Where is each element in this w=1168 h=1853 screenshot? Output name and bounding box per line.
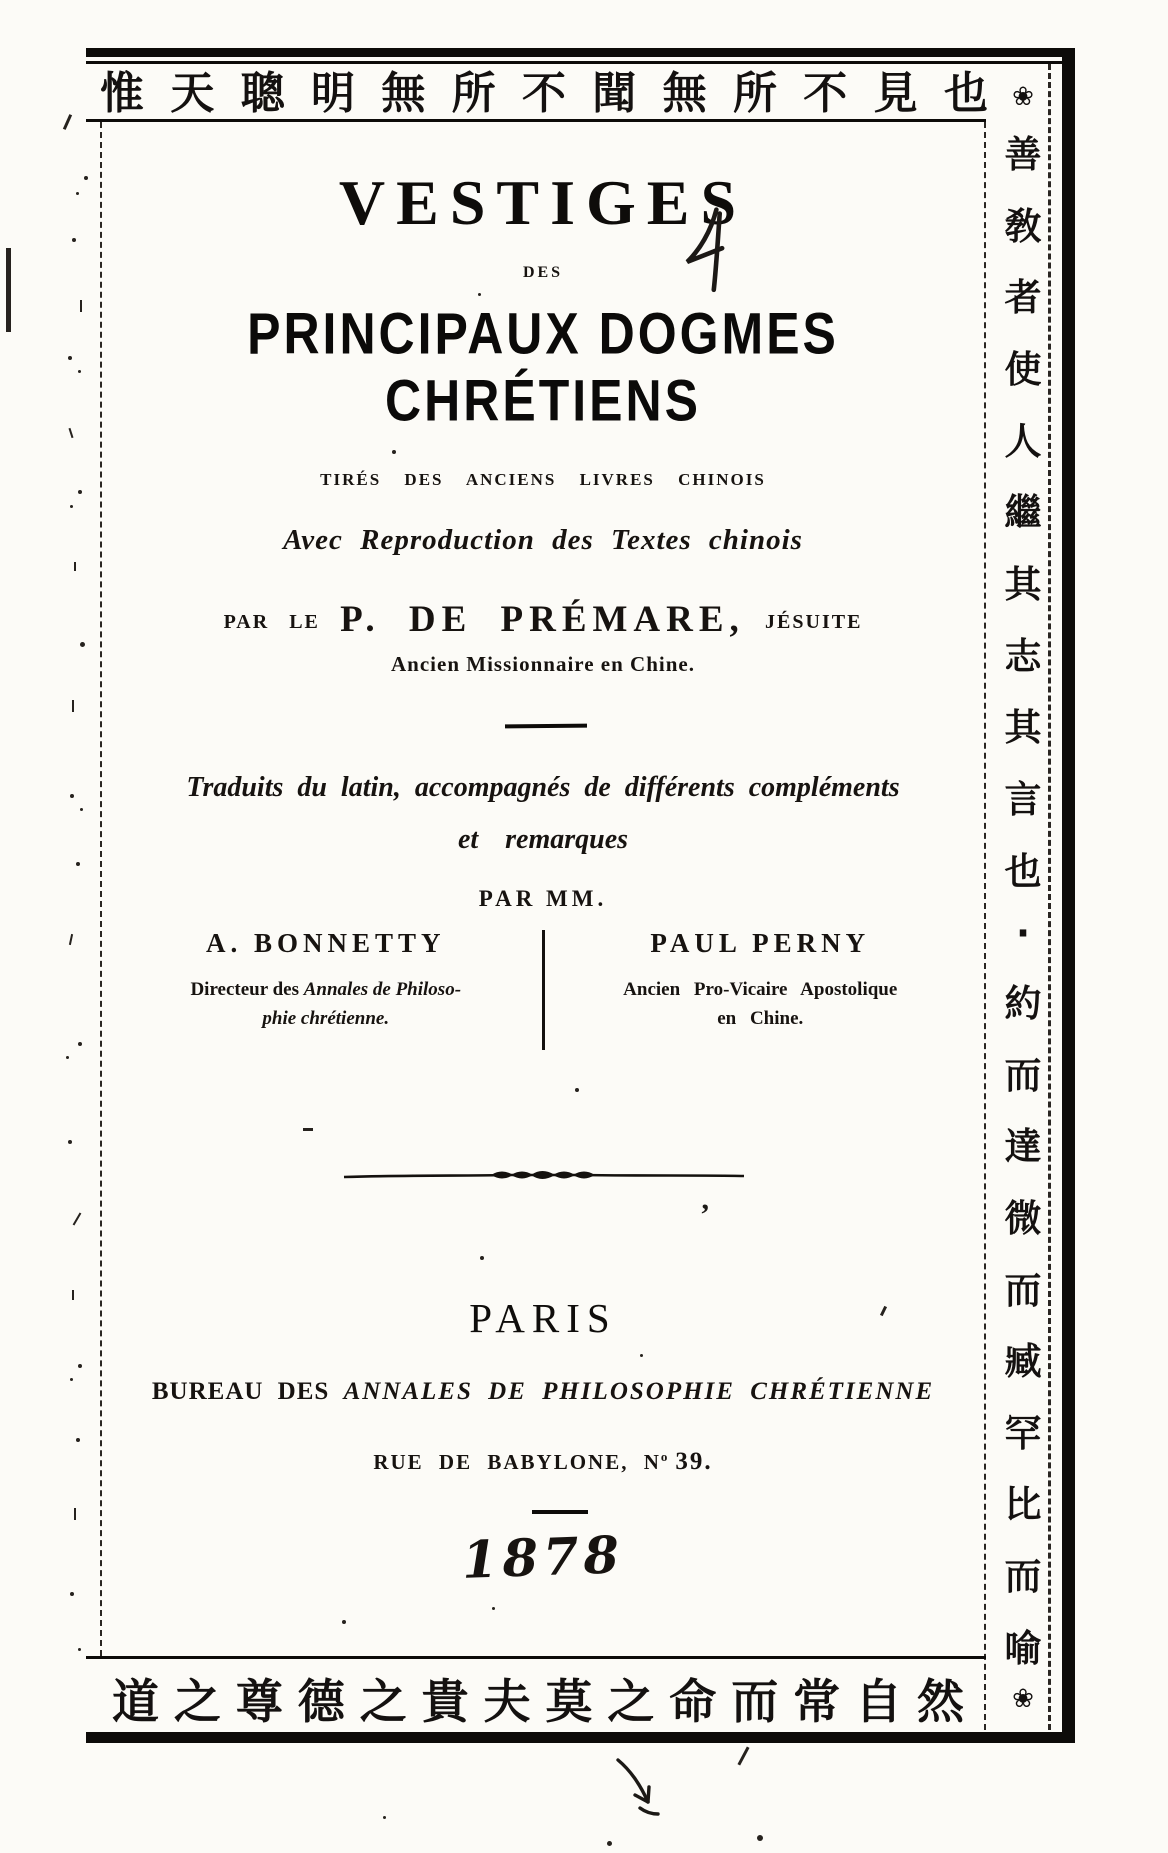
origin-line: TIRÉS DES ANCIENS LIVRES CHINOIS bbox=[320, 470, 766, 489]
cjk-character: 不 bbox=[803, 68, 848, 119]
scan-artifact bbox=[73, 1212, 82, 1225]
cjk-character: 其 bbox=[1004, 706, 1042, 750]
cjk-character: 無 bbox=[381, 68, 426, 119]
scan-artifact bbox=[72, 700, 74, 712]
cjk-character: 自 bbox=[855, 1674, 903, 1730]
cjk-character: 之 bbox=[607, 1674, 655, 1730]
cjk-character: 者 bbox=[1004, 276, 1042, 320]
scan-artifact bbox=[70, 794, 74, 798]
cjk-character: 德 bbox=[297, 1674, 345, 1730]
scan-artifact bbox=[78, 1364, 82, 1368]
cjk-character: 比 bbox=[1004, 1483, 1042, 1527]
scan-artifact bbox=[342, 1620, 346, 1624]
right-chinese-column bbox=[994, 84, 1052, 1712]
cjk-character: 夫 bbox=[483, 1674, 531, 1730]
scan-artifact bbox=[383, 1816, 386, 1819]
imprint-year: 1878 bbox=[461, 1525, 625, 1591]
footer-overline bbox=[86, 1656, 986, 1659]
scan-artifact bbox=[78, 490, 82, 494]
scan-artifact bbox=[76, 862, 80, 866]
cjk-character: 志 bbox=[1004, 634, 1042, 678]
address-number: 39. bbox=[675, 1448, 713, 1475]
scan-artifact bbox=[69, 934, 73, 945]
scan-artifact bbox=[78, 1648, 81, 1651]
cjk-character: 也 bbox=[943, 68, 988, 119]
scan-artifact bbox=[478, 293, 481, 296]
scan-artifact bbox=[492, 1607, 495, 1610]
cjk-character: 罕 bbox=[1004, 1411, 1042, 1455]
cjk-character: 常 bbox=[793, 1674, 841, 1730]
separator-dash bbox=[532, 1510, 588, 1514]
ornament-rule bbox=[342, 1166, 746, 1184]
cjk-character: 微 bbox=[1004, 1196, 1042, 1240]
scan-artifact bbox=[757, 1835, 763, 1841]
handwritten-mark bbox=[673, 202, 749, 299]
address-main: RUE DE BABYLONE, N bbox=[373, 1450, 661, 1474]
translation-line-1: Traduits du latin, accompagnés de différents compléments bbox=[186, 772, 900, 803]
scan-artifact bbox=[70, 505, 73, 508]
scan-artifact bbox=[80, 808, 83, 811]
translator-left bbox=[110, 928, 542, 1050]
scan-artifact bbox=[68, 1140, 72, 1144]
cjk-character: 而 bbox=[1004, 1555, 1042, 1599]
cjk-character: 繼 bbox=[1004, 491, 1042, 535]
right-border-thick bbox=[1062, 48, 1075, 1743]
scan-artifact bbox=[6, 248, 11, 332]
pencil-scribble bbox=[610, 1756, 670, 1822]
scan-artifact bbox=[74, 1508, 76, 1520]
imprint-address bbox=[102, 1448, 984, 1476]
cjk-character: 約 bbox=[1004, 981, 1042, 1025]
cjk-character: 惟 bbox=[100, 68, 144, 119]
scan-artifact bbox=[70, 1378, 73, 1381]
scan-artifact bbox=[70, 1592, 74, 1596]
cjk-character: 而 bbox=[731, 1674, 779, 1730]
cjk-character: 道 bbox=[112, 1674, 159, 1730]
title-connector-des: DES bbox=[522, 264, 564, 281]
cjk-character: 明 bbox=[310, 68, 355, 119]
cjk-character: 莫 bbox=[545, 1674, 593, 1730]
right-column-divider bbox=[984, 122, 986, 1730]
author-order: JÉSUITE bbox=[765, 611, 863, 633]
cjk-character: 敎 bbox=[1004, 204, 1042, 248]
cjk-character: 聰 bbox=[240, 68, 285, 119]
role-line-1: Ancien Pro-Vicaire Apostolique bbox=[623, 979, 898, 1000]
bottom-chinese-row bbox=[112, 1666, 964, 1730]
scan-artifact bbox=[303, 1128, 313, 1131]
rosette-ornament-bottom: ❀ bbox=[1012, 1684, 1034, 1714]
scan-artifact bbox=[74, 562, 76, 571]
scan-artifact bbox=[69, 428, 74, 438]
reproduction-line: Avec Reproduction des Textes chinois bbox=[283, 524, 803, 556]
author-par-le: PAR LE bbox=[223, 611, 320, 633]
cjk-character: 其 bbox=[1004, 562, 1042, 606]
par-mm-label: PAR MM. bbox=[478, 886, 608, 911]
imprint-city: PARIS bbox=[469, 1295, 617, 1341]
scan-artifact bbox=[80, 300, 82, 312]
translators-block bbox=[110, 928, 976, 1050]
scan-artifact bbox=[68, 356, 72, 360]
scan-artifact bbox=[392, 450, 396, 454]
scan-artifact bbox=[78, 370, 81, 373]
scan-artifact bbox=[737, 1746, 749, 1765]
translator-left-name: A. BONNETTY bbox=[205, 928, 446, 958]
role-italic-2: phie chrétienne. bbox=[262, 1008, 390, 1030]
scan-artifact bbox=[76, 192, 79, 195]
translator-right-name: PAUL PERNY bbox=[650, 928, 871, 958]
scan-artifact bbox=[72, 1290, 74, 1300]
cjk-character: 之 bbox=[173, 1674, 221, 1730]
scan-artifact bbox=[78, 1042, 82, 1046]
author-name: P. DE PRÉMARE, bbox=[340, 599, 745, 640]
cjk-character: 然 bbox=[916, 1674, 964, 1730]
cjk-character: 達 bbox=[1004, 1125, 1042, 1169]
role-roman: Directeur des bbox=[190, 979, 299, 1000]
cjk-character: 善 bbox=[1004, 133, 1042, 176]
right-chinese-characters bbox=[1005, 110, 1042, 1686]
role-line-2: en Chine. bbox=[717, 1008, 804, 1030]
separator-rule bbox=[505, 724, 587, 729]
author-line bbox=[102, 598, 984, 641]
publisher-roman: BUREAU DES bbox=[151, 1378, 330, 1405]
scan-artifact bbox=[66, 1056, 69, 1059]
top-border-thick bbox=[86, 48, 1074, 57]
page-title: VESTIGES bbox=[338, 167, 748, 238]
cjk-character: 無 bbox=[662, 68, 707, 119]
scan-artifact bbox=[80, 642, 85, 647]
cjk-character: 人 bbox=[1004, 419, 1042, 463]
cjk-character: 所 bbox=[732, 68, 777, 119]
cjk-character: 聞 bbox=[592, 68, 637, 119]
translator-left-role bbox=[110, 975, 542, 1034]
scan-artifact bbox=[63, 114, 72, 130]
address-ordinal: o bbox=[660, 1449, 670, 1464]
translator-right bbox=[545, 928, 977, 1050]
scan-artifact bbox=[575, 1088, 579, 1092]
cjk-character: 臧 bbox=[1004, 1340, 1042, 1384]
cjk-character: 而 bbox=[1004, 1268, 1042, 1312]
scan-artifact bbox=[76, 1438, 80, 1442]
role-italic-1: Annales de Philoso- bbox=[303, 979, 462, 1000]
cjk-character: 尊 bbox=[235, 1674, 283, 1730]
imprint-publisher bbox=[102, 1378, 984, 1406]
cjk-character: 貴 bbox=[421, 1674, 469, 1730]
cjk-character: · bbox=[1015, 912, 1031, 956]
cjk-character: 所 bbox=[451, 68, 496, 119]
author-role: Ancien Missionnaire en Chine. bbox=[391, 652, 695, 676]
translation-line-2: et remarques bbox=[457, 824, 629, 855]
scan-artifact bbox=[607, 1841, 612, 1846]
scan-artifact bbox=[84, 176, 88, 180]
publisher-italic: ANNALES DE PHILOSOPHIE CHRÉTIENNE bbox=[343, 1378, 935, 1405]
translator-right-role bbox=[545, 975, 977, 1034]
page-subtitle: PRINCIPAUX DOGMES CHRÉTIENS bbox=[247, 301, 839, 434]
cjk-character: 命 bbox=[669, 1674, 717, 1730]
cjk-character: 而 bbox=[1004, 1053, 1042, 1097]
cjk-character: 喻 bbox=[1004, 1626, 1042, 1670]
cjk-character: 之 bbox=[359, 1674, 407, 1730]
cjk-character: 不 bbox=[521, 68, 566, 119]
rosette-ornament-top: ❀ bbox=[1012, 82, 1034, 112]
stray-apostrophe-mark: ’ bbox=[700, 1198, 710, 1231]
top-chinese-row bbox=[100, 60, 988, 118]
cjk-character: 言 bbox=[1004, 777, 1042, 821]
scan-artifact bbox=[480, 1256, 484, 1260]
bottom-border-thick bbox=[86, 1732, 1075, 1743]
cjk-character: 見 bbox=[873, 68, 918, 119]
cjk-character: 也 bbox=[1004, 849, 1042, 893]
cjk-character: 使 bbox=[1004, 347, 1042, 391]
scan-artifact bbox=[72, 238, 76, 242]
cjk-character: 天 bbox=[170, 68, 215, 119]
scan-artifact bbox=[640, 1354, 643, 1357]
